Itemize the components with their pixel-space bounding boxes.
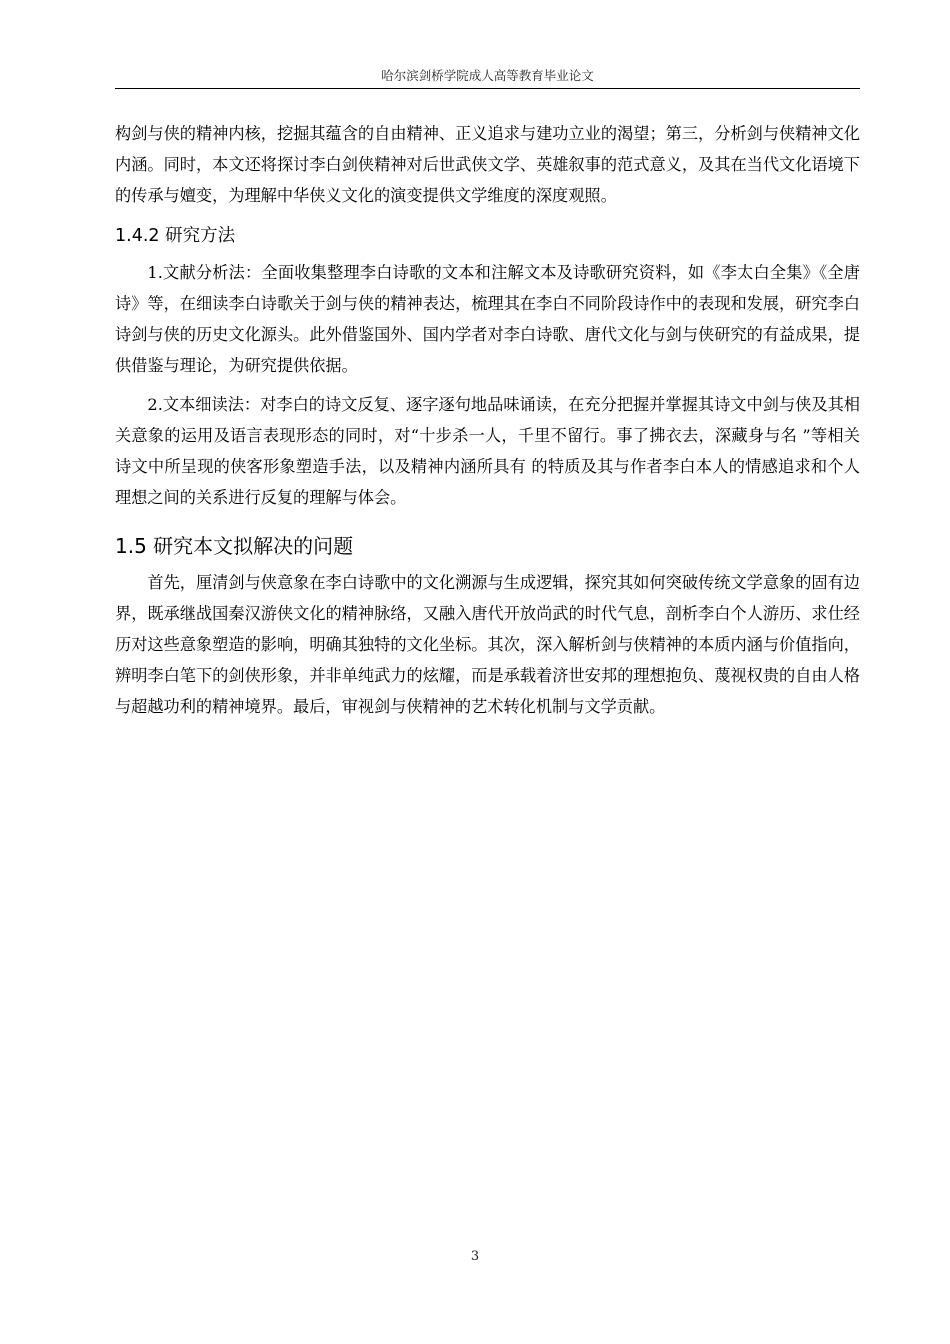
document-body xyxy=(115,118,860,722)
page-header: 哈尔滨剑桥学院成人高等教育毕业论文 xyxy=(115,66,860,89)
section-heading-1-4-2: 1.4.2 研究方法 xyxy=(115,226,236,246)
problems-paragraph: 首先，厘清剑与侠意象在李白诗歌中的文化溯源与生成逻辑，探究其如何突破传统文学意象的固有边界，既承继战国秦汉游侠文化的精神脉络，又融入唐代开放尚武的时代气息，剖析李白个人游历、求仕经历对这些意象塑造的影响，明确其独特的文化坐标。其次，深入解析剑与侠精神的本质内涵与价值指向，辨明李白笔下的剑侠形象，并非单纯武力的炫耀，而是承载着济世安邦的理想抱负、蔑视权贵的自由人格与超越功利的精神境界。最后，审视剑与侠精神的艺术转化机制与文学贡献。 xyxy=(115,573,860,716)
section-heading-1-5: 1.5 研究本文拟解决的问题 xyxy=(115,534,354,558)
continuation-paragraph: 构剑与侠的精神内核，挖掘其蕴含的自由精神、正义追求与建功立业的渴望；第三，分析剑与侠精神文化内涵。同时，本文还将探讨李白剑侠精神对后世武侠文学、英雄叙事的范式意义，及其在当代文化语境下的传承与嬗变，为理解中华侠义文化的演变提供文学维度的深度观照。 xyxy=(115,124,860,205)
method-item-literature-analysis: 1.文献分析法：全面收集整理李白诗歌的文本和注解文本及诗歌研究资料，如《李太白全集》《全唐诗》等，在细读李白诗歌关于剑与侠的精神表达，梳理其在李白不同阶段诗作中的表现和发展，研究李白诗剑与侠的历史文化源头。此外借鉴国外、国内学者对李白诗歌、唐代文化与剑与侠研究的有益成果，提供借鉴与理论，为研究提供依据。 xyxy=(115,263,860,375)
page-number: 3 xyxy=(470,1249,480,1264)
method-item-close-reading: 2.文本细读法：对李白的诗文反复、逐字逐句地品味诵读，在充分把握并掌握其诗文中剑与侠及其相关意象的运用及语言表现形态的同时，对“十步杀一人，千里不留行。事了拂衣去，深藏身与名 ”等相关诗文中所呈现的侠客形象塑造手法，以及精神内涵所具有 的特质及其与作者李白本人的情感追求和个人理想之间的关系进行反复的理解与体会。 xyxy=(115,395,860,507)
